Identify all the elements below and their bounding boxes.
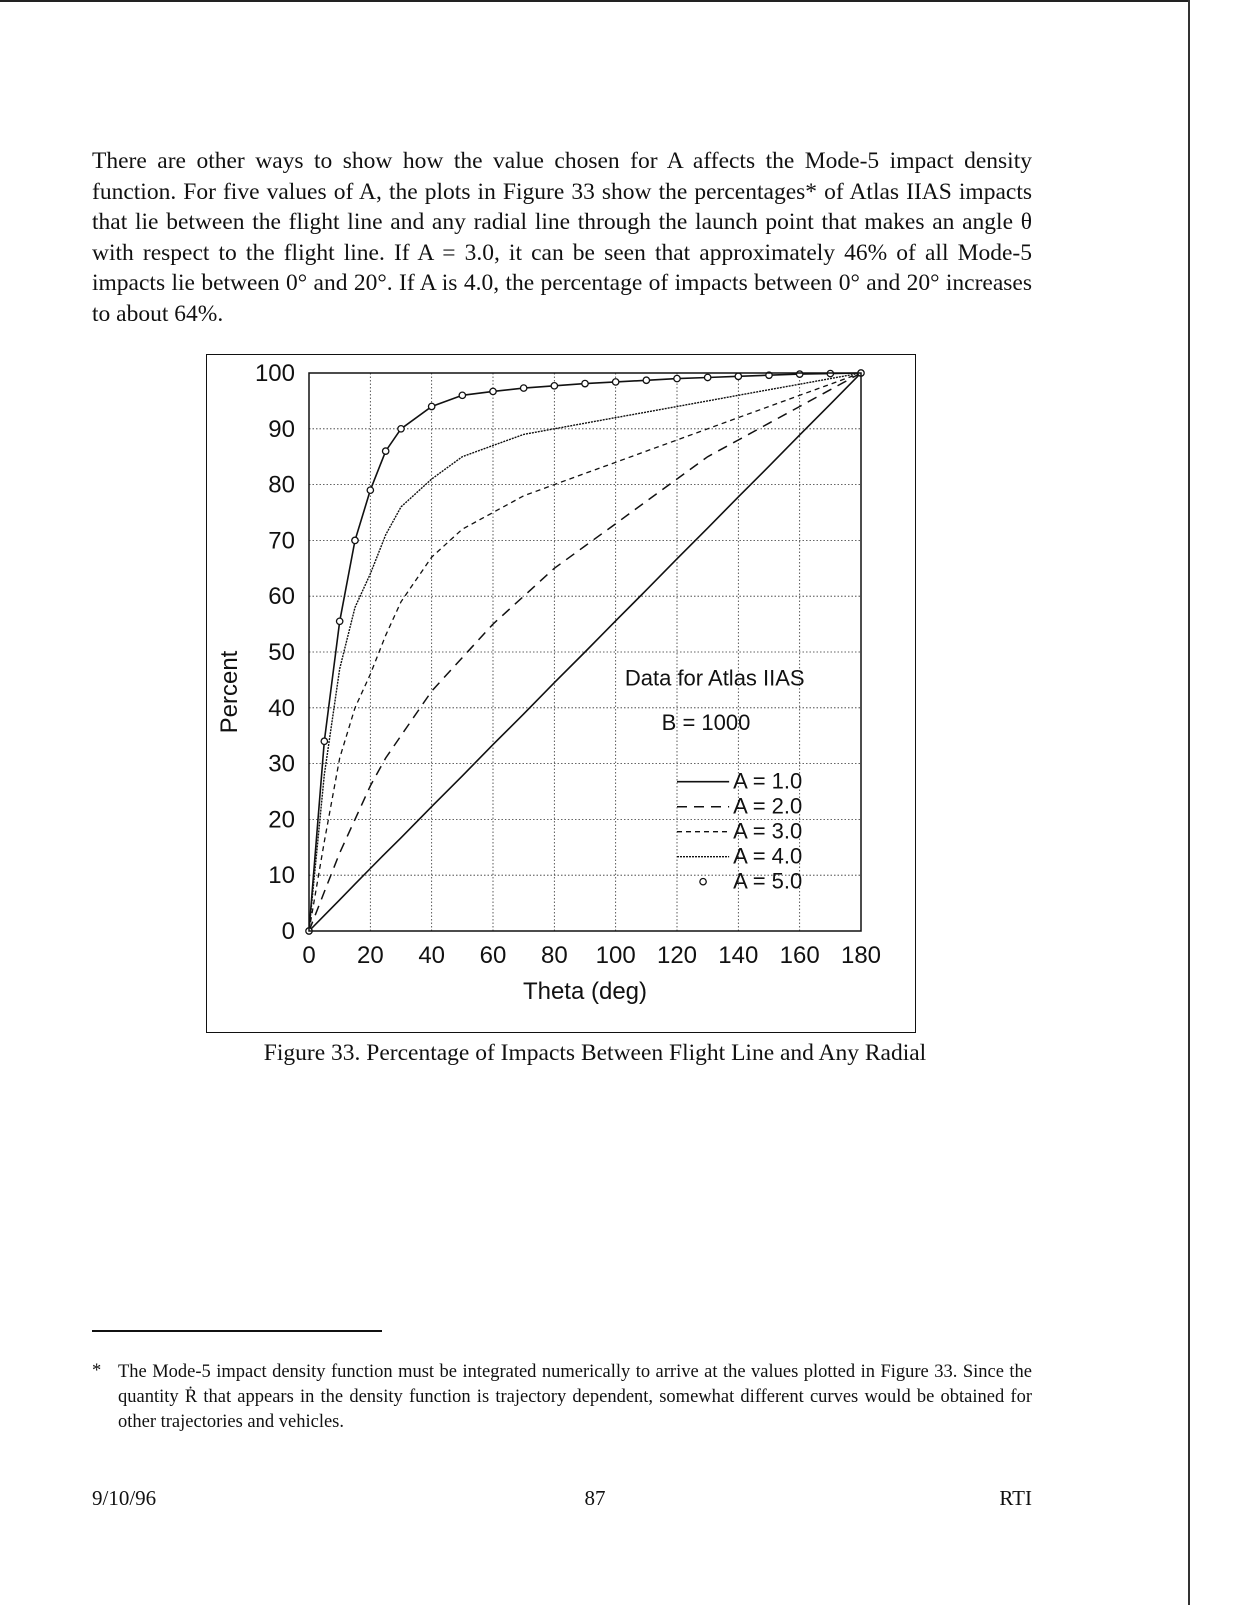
series-point <box>367 487 373 493</box>
series-point <box>612 379 618 385</box>
series-point <box>352 537 358 543</box>
y-tick-label: 0 <box>281 918 295 945</box>
y-tick-label: 50 <box>268 639 295 666</box>
series-point <box>398 426 404 432</box>
series-point <box>336 618 342 624</box>
x-axis-label: Theta (deg) <box>522 978 648 1005</box>
legend-label-5: A = 5.0 <box>733 868 803 894</box>
y-tick-label: 60 <box>268 583 295 611</box>
x-tick-label: 140 <box>718 942 759 969</box>
legend-swatch-5 <box>700 879 706 885</box>
footer-date: 9/10/96 <box>92 1486 157 1510</box>
y-axis-label: Percent <box>216 650 243 734</box>
y-tick-label: 90 <box>268 415 295 443</box>
legend-label-4: A = 4.0 <box>733 843 803 869</box>
y-tick-label: 10 <box>268 862 295 890</box>
body-paragraph: There are other ways to show how the value chosen for A affects the Mode-5 impact density function. For five values of A, the plots in Figure 33 show the percentages* of Atlas IIAS impacts that lie between the flight line and any radial line through the launch point that makes an angle θ with respect to the flight line. If A = 3.0, it can be seen that approximately 46% of all Mode-5 impacts lie between 0° and 20°. If A is 4.0, the percentage of impacts between 0° and 20° increases to about 64%. <box>92 148 1032 327</box>
series-point <box>490 388 496 394</box>
y-tick-label: 100 <box>254 360 295 387</box>
series-point <box>674 375 680 381</box>
x-tick-label: 160 <box>779 942 820 969</box>
series-point <box>796 371 802 377</box>
percent-vs-theta-chart <box>207 355 915 1032</box>
figure-caption: Figure 33. Percentage of Impacts Between Flight Line and Any Radial <box>263 1040 927 1066</box>
x-tick-label: 120 <box>656 942 698 969</box>
x-tick-label: 40 <box>418 942 446 969</box>
x-tick-label: 80 <box>540 942 568 969</box>
y-tick-label: 20 <box>268 806 295 834</box>
y-tick-label: 30 <box>268 750 295 778</box>
footer-org: RTI <box>999 1486 1032 1510</box>
y-tick-label: 70 <box>268 527 295 555</box>
page-top-border <box>0 0 1190 2</box>
series-point <box>321 738 327 744</box>
y-tick-label: 40 <box>268 694 295 722</box>
series-point <box>704 374 710 380</box>
y-tick-label: 80 <box>268 471 295 499</box>
series-point <box>382 448 388 454</box>
series-point <box>582 380 588 386</box>
series-point <box>520 385 526 391</box>
series-point <box>459 392 465 398</box>
chart-legend <box>677 769 802 894</box>
page-right-border <box>1188 0 1190 1605</box>
legend-label-2: A = 2.0 <box>733 793 803 819</box>
series-point <box>735 373 741 379</box>
x-tick-label: 100 <box>595 942 636 969</box>
footnote-separator <box>92 1330 382 1332</box>
footnote-marker: * <box>92 1361 102 1381</box>
series-point <box>428 403 434 409</box>
series-point <box>643 377 649 383</box>
annotation-b-value: B = 1000 <box>661 710 751 736</box>
x-tick-label: 180 <box>840 942 882 969</box>
x-tick-label: 60 <box>479 942 507 969</box>
legend-label-1: A = 1.0 <box>733 768 803 794</box>
footnote-text: The Mode-5 impact density function must be integrated numerically to arrive at the values plotted in Figure 33. Since the quantity Ṙ that appears in the density function is trajectory dependent, somewhat different curves would be obtained for other trajectories and vehicles. <box>118 1362 1032 1432</box>
x-tick-label: 0 <box>302 942 316 969</box>
legend-label-3: A = 3.0 <box>733 818 803 844</box>
x-tick-label: 20 <box>356 942 384 969</box>
series-point <box>551 383 557 389</box>
figure-33-frame <box>206 354 916 1033</box>
footer-page-number: 87 <box>584 1486 606 1510</box>
annotation-data-source: Data for Atlas IIAS <box>624 665 805 691</box>
